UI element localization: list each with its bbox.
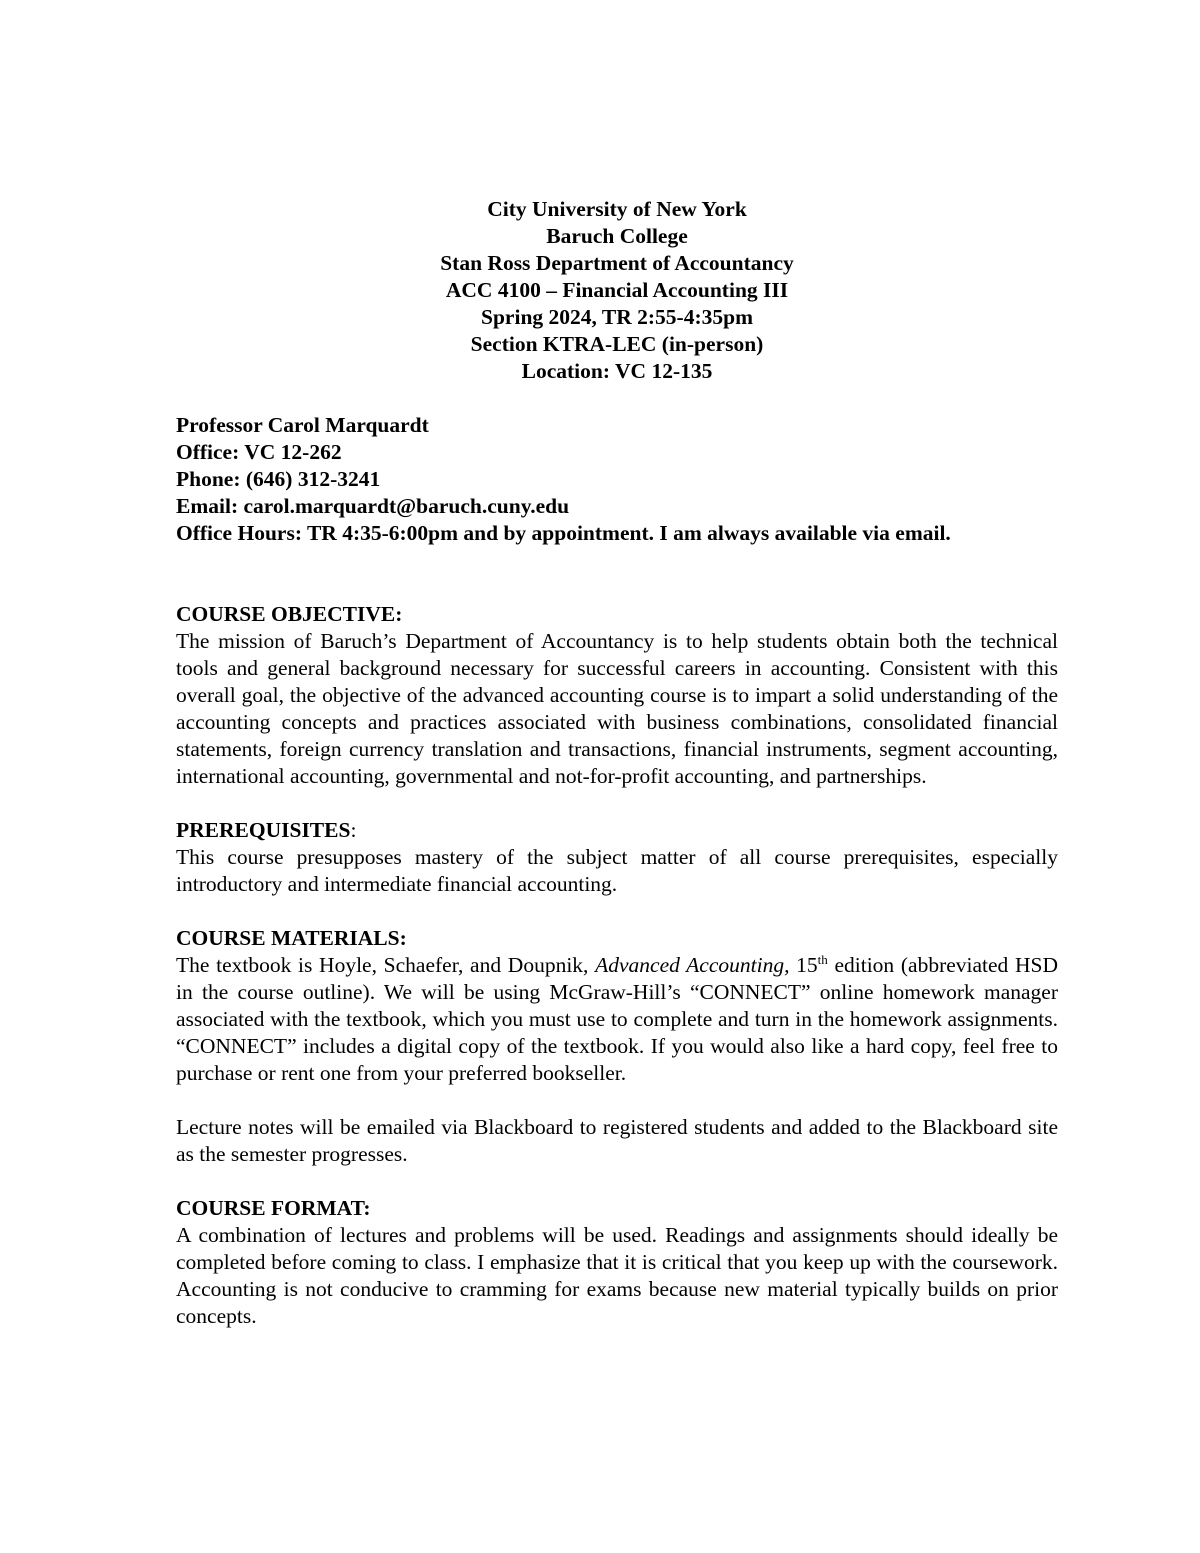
prerequisites-text: This course presupposes mastery of the subject matter of all course prerequisites, especially introductory and intermediate financial accounting. <box>176 845 1058 896</box>
document-header <box>176 196 1058 385</box>
prerequisites-section <box>176 817 1058 898</box>
instructor-contact <box>176 412 1058 547</box>
email-address: Email: carol.marquardt@baruch.cuny.edu <box>176 494 570 518</box>
syllabus-page <box>176 196 1058 1330</box>
course-materials-heading: COURSE MATERIALS: <box>176 926 407 950</box>
course-objective-section <box>176 601 1058 790</box>
course-format-heading: COURSE FORMAT: <box>176 1196 371 1220</box>
prerequisites-heading-colon: : <box>350 818 357 842</box>
textbook-intro: The textbook is Hoyle, Schaefer, and Doupnik, <box>176 953 596 977</box>
course-title: ACC 4100 – Financial Accounting III <box>445 278 789 302</box>
course-materials-section <box>176 925 1058 1168</box>
course-location: Location: VC 12-135 <box>521 359 713 383</box>
textbook-title: Advanced Accounting, <box>595 953 790 977</box>
office-hours: Office Hours: TR 4:35-6:00pm and by appointment. I am always available via email. <box>176 521 951 545</box>
course-term: Spring 2024, TR 2:55-4:35pm <box>481 305 753 329</box>
course-section: Section KTRA-LEC (in-person) <box>470 332 764 356</box>
phone-number: Phone: (646) 312-3241 <box>176 467 381 491</box>
professor-name: Professor Carol Marquardt <box>176 413 429 437</box>
course-materials-text <box>176 952 1058 1087</box>
course-objective-text: The mission of Baruch’s Department of Accountancy is to help students obtain both the technical tools and general background necessary for successful careers in accounting. Consistent with this overall goal, the objective of the advanced accounting course is to impart a solid understanding of the accounting concepts and practices associated with business combinations, consolidated financial statements, foreign currency translation and transactions, financial instruments, segment accounting, international accounting, governmental and not-for-profit accounting, and partnerships. <box>176 629 1058 788</box>
course-objective-heading: COURSE OBJECTIVE: <box>176 602 403 626</box>
department-name: Stan Ross Department of Accountancy <box>440 251 794 275</box>
textbook-details: edition (abbreviated HSD in the course outline). We will be using McGraw-Hill’s “CONNECT” online homework manager associated with the textbook, which you must use to complete and turn in the homework assignments. “CONNECT” includes a digital copy of the textbook. If you would also like a hard copy, feel free to purchase or rent one from your preferred bookseller. <box>176 953 1058 1085</box>
course-format-text: A combination of lectures and problems will be used. Readings and assignments should ideally be completed before coming to class. I emphasize that it is critical that you keep up with the coursework. Accounting is not conducive to cramming for exams because new material typically builds on prior concepts. <box>176 1223 1058 1328</box>
office-location: Office: VC 12-262 <box>176 440 342 464</box>
course-format-section <box>176 1195 1058 1330</box>
blank-line <box>176 547 1058 574</box>
prerequisites-heading-text: PREREQUISITES <box>176 818 351 842</box>
lecture-notes-text: Lecture notes will be emailed via Blackboard to registered students and added to the Blackboard site as the semester progresses. <box>176 1115 1058 1166</box>
prerequisites-heading <box>176 817 1058 844</box>
textbook-edition-suffix: th <box>817 952 828 967</box>
college-name: Baruch College <box>546 224 688 248</box>
university-name: City University of New York <box>487 197 747 221</box>
textbook-edition-number: 15 <box>789 953 818 977</box>
